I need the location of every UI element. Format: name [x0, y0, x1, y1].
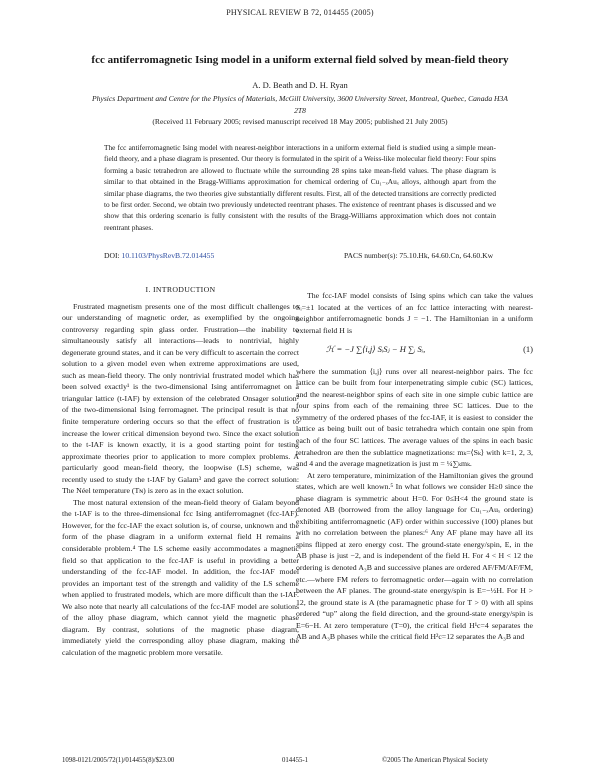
paragraph: where the summation ⟨i,j⟩ runs over all nearest-neighbor pairs. The fcc lattice can be built from four interpenetrating simple cubic (SC) lattices, and the nearest-neighbor spins of each site in one simple cubic lattice are four spins from each of the remaining three SC lattices. Due to the symmetry of the ordered phases of the fcc-IAF, it is easiest to consider the lattice as being built out of basic tetrahedra which contain one spin from each of the four SC lattices. The average values of the spins in each basic tetrahedron are then the sublattice magnetizations: mₖ=⟨Sₖ⟩ with k=1, 2, 3, and 4 and the average magnetization is just m = ¼∑ₖmₖ.: [296, 366, 533, 469]
article-affiliation: Physics Department and Centre for the Physics of Materials, McGill University, 3600 University Street, Montreal, Quebec, Canada H3A 2T8: [92, 94, 508, 115]
doi-link[interactable]: 10.1103/PhysRevB.72.014455: [121, 251, 215, 260]
paragraph: The fcc-IAF model consists of Ising spins which can take the values Sᵢ=±1 located at the vertices of an fcc lattice interacting with nearest-neighbor antiferromagnetic bonds J = −1. The Hamiltonian in a uniform external field H is: [296, 291, 533, 335]
article-title: fcc antiferromagnetic Ising model in a uniform external field solved by mean-field theory: [91, 54, 509, 66]
left-column: [62, 284, 299, 659]
paragraph: The most natural extension of the mean-field theory of Galam beyond the t-IAF is to the three-dimensional fcc Ising antiferromagnet (fcc-IAF). However, for the fcc-IAF the exact solution is, of course, unknown and the form of the phase diagram in a uniform external field H remains a considerable problem.⁴ The LS scheme easily accommodates a magnetic field so that application to the fcc-IAF is useful in providing a better understanding of the fcc-IAF model. In addition, the fcc-IAF model provides an important test of the strength and validity of the LS scheme when applied to frustrated models, which are more difficult than the t-IAF. We also note that nearly all calculations of the fcc-IAF model are solutions of the alloy phase diagram, which cannot yield the magnetic phase diagram. By contrast, solutions of the magnetic phase diagram, immediately yield the corresponding alloy phase diagram, making the calculation of the magnetic problem more versatile.: [62, 497, 299, 657]
doi-label: DOI:: [104, 251, 120, 260]
section-heading: I. INTRODUCTION: [145, 285, 216, 294]
pacs-numbers: PACS number(s): 75.10.Hk, 64.60.Cn, 64.60.Kw: [344, 251, 494, 260]
paragraph: Frustrated magnetism presents one of the most difficult challenges to our understanding of magnetic order, as exemplified by the ongoing controversy regarding spin glass order. Frustration—the inability to simultaneously satisfy all interactions—leads to nontrivial, highly degenerate ground states, and it can be very difficult to ascertain the correct solution to a given model even when extreme approximations are used, such as mean-field theory. The only nontrivial frustrated model which has been solved exactly¹ is the two-dimensional Ising antiferromagnet on a triangular lattice (t-IAF) by extension of the celebrated Onsager solution² of the two-dimensional Ising ferromagnet. The principal result is that no finite temperature ordering occurs so that the effect of frustration is to increase the lower critical dimension beyond two. Since the exact solution to the t-IAF is known exactly, it is a good starting point for testing approximate theories prior to application to more complex problems. A particularly good mean-field theory, the loopwise (LS) scheme, was recently used to study the t-IAF by Galam³ and gave the correct solution: The Néel temperature (Tɴ) is zero as in the exact solution.: [62, 301, 299, 496]
doi-line: [104, 251, 214, 260]
equation-number: (1): [523, 344, 533, 355]
equation-body: ℋ = −J ∑⟨i,j⟩ SᵢSⱼ − H ∑ᵢ Sᵢ,: [326, 344, 426, 355]
abstract: The fcc antiferromagnetic Ising model with nearest-neighbor interactions in a uniform external field is studied using a simple mean-field theory, and a phase diagram is presented. Our theory is formulated in the spirit of a Weiss-like molecular field theory: Four spins forming a basic tetrahedron are allowed to fluctuate while the surrounding 28 spins take mean-field values. The phase diagram is similar to that obtained in the Bragg-Williams approximation for chemical ordering of Cu₁₋ₓAuₓ alloys, although apart from the similar phase diagrams, the two theories give substantially different results. First, all of the detected transitions are correctly predicted to be first order. Second, we obtain two previously undetected reentrant phases. The existence of reentrant phases is discussed and we show that this ordering scenario is fully consistent with the results of the Bragg-Williams approximation which does not contain reentrant phases.: [104, 143, 496, 232]
article-authors: A. D. Beath and D. H. Ryan: [252, 80, 348, 90]
received-dates: (Received 11 February 2005; revised manuscript received 18 May 2005; published 21 July 2005): [152, 117, 448, 126]
equation-hamiltonian: [296, 344, 533, 356]
footer-copyright: ©2005 The American Physical Society: [382, 757, 488, 764]
journal-header: PHYSICAL REVIEW B 72, 014455 (2005): [226, 8, 374, 17]
footer-issn: 1098-0121/2005/72(1)/014455(8)/$23.00: [62, 757, 175, 764]
paragraph: At zero temperature, minimization of the Hamiltonian gives the ground states, which are well known.⁵ In what follows we consider H≥0 since the phase diagram is symmetric about H=0. For 0≤H<4 the ground state is denoted AB (borrowed from the alloy language for Cu₁₋ₓAuₓ ordering) exhibiting antiferromagnetic (AF) order within successive (100) planes but with no correlation between the planes:⁶ Any AF plane may have all its spins flipped at zero energy cost. The ground-state energy/spin, E, in the AB phase is just −2, and is independent of the field H. For 4 < H < 12 the ordering is denoted A₃B and successive planes are ordered AF/FM/AF/FM, etc.—where FM refers to ferromagnetic order—again with no correlation between the AF planes. The ground-state energy/spin is E=−½H. For H > 12, the ground state is A (the paramagnetic phase for T > 0) with all spins ordered “up” along the field direction, and the ground-state energy/spin is E=6−H. At zero temperature (T=0), the critical field H¹c=4 separates the AB and A₃B phases while the critical field H²c=12 separates the A₃B and: [296, 470, 533, 642]
footer-page-number: 014455-1: [282, 757, 309, 764]
right-column: [296, 290, 533, 643]
